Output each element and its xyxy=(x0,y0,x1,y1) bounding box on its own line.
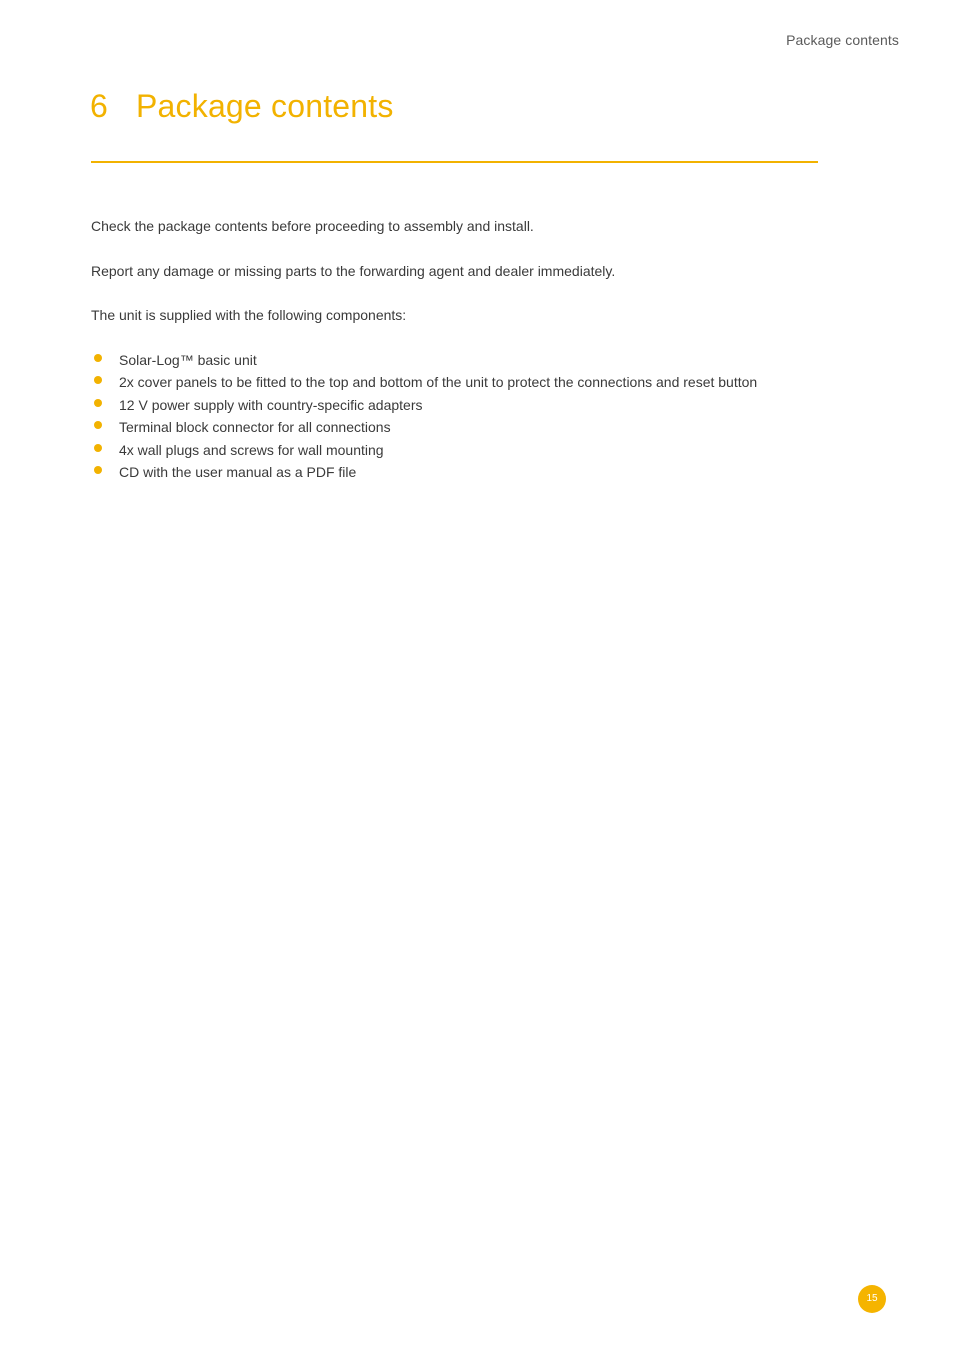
list-item-text: CD with the user manual as a PDF file xyxy=(119,464,357,480)
intro-paragraph: Check the package contents before proceeding to assembly and install. xyxy=(91,218,534,234)
damage-paragraph: Report any damage or missing parts to the forwarding agent and dealer immediately. xyxy=(91,262,616,279)
bullet-icon xyxy=(94,444,102,452)
components-intro: The unit is supplied with the following components: xyxy=(91,307,407,323)
list-item xyxy=(91,461,818,483)
chapter-number: 6 xyxy=(90,88,108,124)
running-header: Package contents xyxy=(786,32,899,48)
bullet-icon xyxy=(94,399,102,407)
bullet-icon xyxy=(94,421,102,429)
components-list xyxy=(91,349,818,484)
list-item-text: 4x wall plugs and screws for wall mounting xyxy=(119,441,384,458)
list-item xyxy=(91,416,818,438)
bullet-icon xyxy=(94,354,102,362)
list-item-text: 12 V power supply with country-specific adapters xyxy=(119,396,423,413)
title-divider xyxy=(91,161,818,163)
bullet-icon xyxy=(94,376,102,384)
list-item xyxy=(91,349,818,371)
bullet-icon xyxy=(94,466,102,474)
list-item xyxy=(91,371,818,393)
list-item-text: Solar-Log™ basic unit xyxy=(119,351,257,368)
page-number-badge: 15 xyxy=(858,1285,886,1313)
chapter-title xyxy=(90,88,394,125)
list-item-text: Terminal block connector for all connections xyxy=(119,419,391,435)
main-content xyxy=(91,215,818,484)
list-item xyxy=(91,439,818,461)
list-item-text: 2x cover panels to be fitted to the top and bottom of the unit to protect the connections and reset button xyxy=(119,374,758,390)
list-item xyxy=(91,394,818,416)
chapter-title-text: Package contents xyxy=(136,88,394,124)
